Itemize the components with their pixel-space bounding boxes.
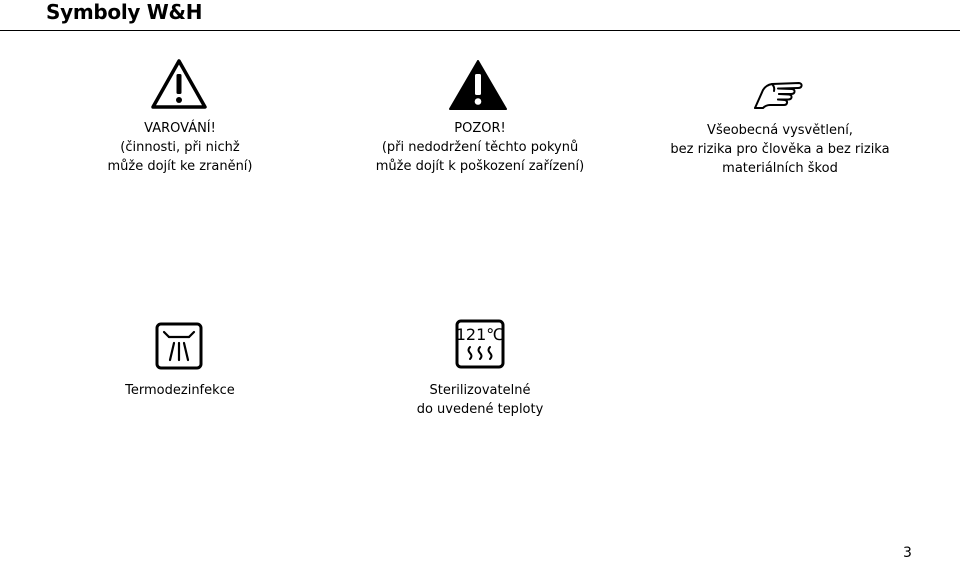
note-caption-line: bez rizika pro člověka a bez rizika	[670, 142, 890, 157]
warning-caption-line: VAROVÁNÍ!	[144, 121, 216, 136]
page-number: 3	[903, 545, 912, 561]
warning-caption	[80, 119, 280, 176]
caution-filled-triangle-icon	[449, 60, 507, 110]
title-rule	[0, 30, 960, 31]
page-title: Symboly W&H	[46, 0, 203, 24]
caution-caption-line: může dojít k poškození zařízení)	[375, 159, 585, 174]
sterilize-caption-line: do uvedené teploty	[416, 402, 544, 417]
caution-caption	[365, 119, 595, 176]
warning-outline-triangle-icon	[150, 58, 208, 110]
note-caption-line: materiálních škod	[722, 161, 838, 176]
note-caption	[660, 121, 900, 178]
warning-caption-line: (činnosti, při nichž	[120, 140, 240, 155]
thermo-caption	[80, 381, 280, 400]
caution-caption-line: POZOR!	[454, 121, 506, 136]
warning-caption-line: může dojít ke zranění)	[107, 159, 253, 174]
pointing-hand-icon	[752, 78, 804, 112]
sterilizable-121c-icon	[455, 319, 505, 369]
caution-caption-line: (při nedodržení těchto pokynů	[381, 140, 579, 155]
sterilize-temperature-label: 121℃	[455, 325, 505, 344]
thermo-caption-line: Termodezinfekce	[125, 383, 235, 398]
sterilize-caption-line: Sterilizovatelné	[429, 383, 531, 398]
thermodisinfection-icon	[155, 322, 203, 370]
note-caption-line: Všeobecná vysvětlení,	[707, 123, 853, 138]
sterilize-caption	[380, 381, 580, 419]
